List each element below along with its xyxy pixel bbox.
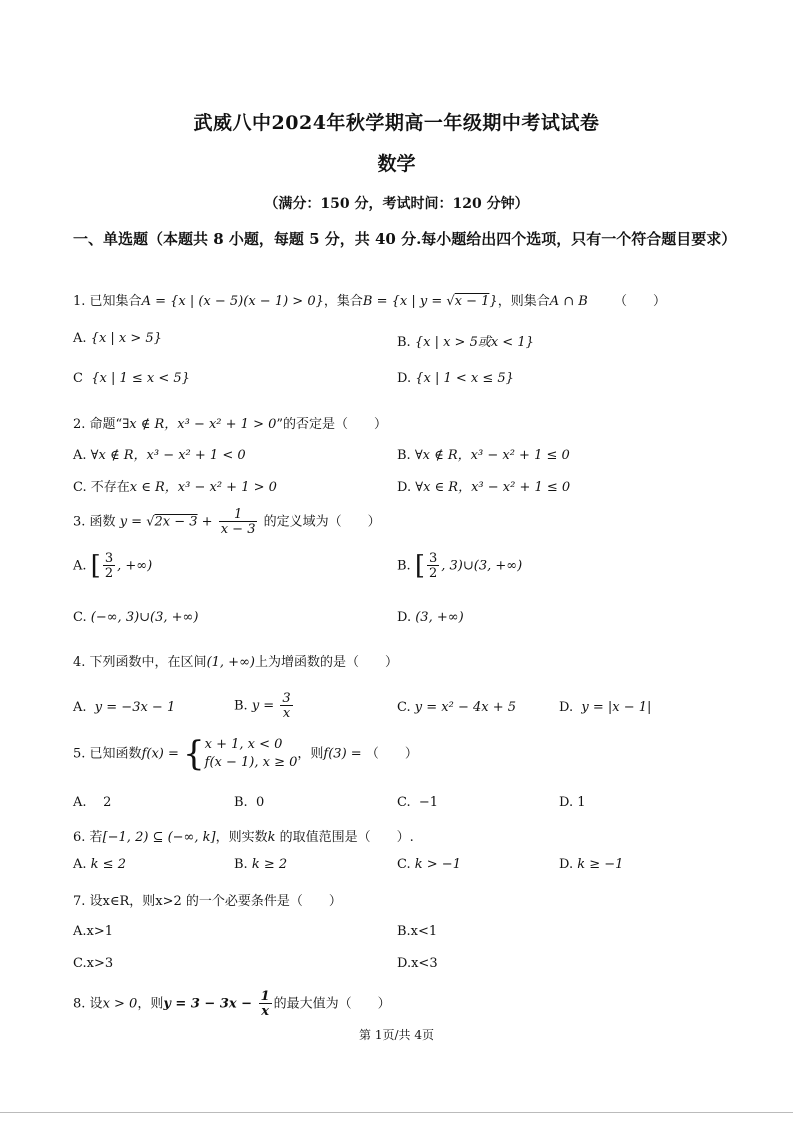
q2-option-a[interactable]: A. ∀x ∉ R，x³ − x² + 1 < 0: [73, 448, 246, 463]
q7-option-c[interactable]: C.x>3: [73, 956, 114, 971]
q6-text-3: 的取值范围是（ ）.: [279, 830, 414, 845]
q2-stem-math: ∃x ∉ R，x³ − x² + 1 > 0: [122, 417, 277, 432]
question-7: [73, 890, 342, 909]
q1-set-a: A = {x | (x − 5)(x − 1) > 0}: [141, 294, 324, 309]
q8-expression: y = 3 − 3x −: [163, 996, 257, 1012]
q8-text-3: 的最大值为（ ）: [273, 996, 391, 1012]
q5-function: f(x) =: [141, 746, 184, 762]
q5-text-1: 已知函数: [89, 746, 142, 762]
q4-text-1: 下列函数中，在区间: [89, 655, 207, 670]
q2-option-c[interactable]: C. 不存在x ∈ R，x³ − x² + 1 > 0: [73, 480, 277, 495]
q5-text-2: ，则: [297, 746, 324, 762]
page-bottom-divider: [0, 1112, 793, 1113]
q6-k: k: [267, 830, 276, 845]
q1-option-a[interactable]: A. {x | x > 5}: [73, 331, 162, 346]
q1-text-1: 已知集合: [89, 294, 142, 309]
q8-text-1: 设: [89, 996, 103, 1012]
q5-option-c[interactable]: C. −1: [397, 795, 439, 810]
question-2: [73, 413, 387, 432]
q3-function: y = √2x − 3 +: [119, 514, 217, 530]
exam-meta: （满分：150 分，考试时间：120 分钟）: [264, 196, 529, 212]
q2-text-pre: 命题“: [89, 417, 123, 432]
q3-text-2: 的定义域为（ ）: [263, 514, 381, 530]
answer-paren: （ ）: [365, 746, 418, 762]
question-4: [73, 651, 398, 670]
q5-option-b[interactable]: B. 0: [234, 795, 265, 810]
question-5: [73, 733, 418, 774]
q3-option-c[interactable]: C. (−∞, 3)∪(3, +∞): [73, 610, 199, 625]
question-number: 6.: [73, 830, 86, 845]
q2-option-d[interactable]: D. ∀x ∈ R，x³ − x² + 1 ≤ 0: [397, 480, 571, 495]
q6-sets: [−1, 2) ⊆ (−∞, k]: [102, 830, 216, 845]
exam-title: 武威八中2024年秋学期高一年级期中考试试卷: [193, 112, 600, 134]
q1-option-c[interactable]: C {x | 1 ≤ x < 5}: [73, 371, 190, 386]
q6-option-b[interactable]: B. k ≥ 2: [234, 857, 288, 872]
question-number: 5.: [73, 746, 86, 762]
question-number: 4.: [73, 655, 86, 670]
q2-text-post: ”的否定是（ ）: [276, 417, 388, 432]
question-6: [73, 826, 414, 845]
question-number: 8.: [73, 996, 86, 1012]
section-heading: 一、单选题（本题共 8 小题，每题 5 分，共 40 分.每小题给出四个选项，只有一个符合题目要求）: [73, 230, 737, 248]
q7-option-d[interactable]: D.x<3: [397, 956, 438, 971]
q7-option-b[interactable]: B.x<1: [397, 924, 438, 939]
q7-stem: 设x∈R，则x>2 的一个必要条件是（ ）: [89, 894, 342, 909]
q3-text-1: 函数: [89, 514, 116, 530]
answer-paren: （ ）: [613, 294, 666, 309]
q5-cases: x + 1, x < 0 f(x − 1), x ≥ 0: [204, 737, 298, 770]
q4-option-b[interactable]: B. y = $\frac{3}{x}$: [234, 691, 291, 721]
question-3: [73, 508, 381, 536]
q4-option-c[interactable]: C. y = x² − 4x + 5: [397, 700, 516, 715]
q5-option-d[interactable]: D. 1: [559, 795, 586, 810]
q1-ask: A ∩ B: [549, 294, 588, 309]
q3-option-a[interactable]: A. [ $\frac{3}{2}$ , +∞): [73, 551, 153, 581]
q4-option-a[interactable]: A. y = −3x − 1: [73, 700, 176, 715]
question-8: [73, 990, 391, 1018]
q3-option-b[interactable]: B. [ $\frac{3}{2}$ , 3)∪(3, +∞): [397, 551, 523, 581]
q5-option-a[interactable]: A. 2: [73, 795, 112, 810]
q1-text-2: ，集合: [323, 294, 363, 309]
q6-text-2: ，则实数: [215, 830, 268, 845]
q2-option-b[interactable]: B. ∀x ∉ R，x³ − x² + 1 ≤ 0: [397, 448, 570, 463]
left-brace-icon: {: [183, 733, 205, 774]
q6-option-c[interactable]: C. k > −1: [397, 857, 461, 872]
question-number: 2.: [73, 417, 86, 432]
q3-fraction: $\frac{1}{x - 3}$: [220, 507, 256, 537]
q5-ask: f(3) =: [323, 746, 366, 762]
q1-option-b[interactable]: B. {x | x > 5或x < 1}: [397, 335, 534, 350]
q1-option-d[interactable]: D. {x | 1 < x ≤ 5}: [397, 371, 514, 386]
q1-text-3: ，则集合: [497, 294, 550, 309]
q8-text-2: ，则: [137, 996, 164, 1012]
question-1: [73, 290, 666, 309]
question-number: 3.: [73, 514, 86, 530]
subject-title: 数学: [377, 153, 416, 175]
q6-option-a[interactable]: A. k ≤ 2: [73, 857, 126, 872]
page-footer: 第 1页/共 4页: [359, 1028, 434, 1042]
q8-fraction: $\frac{1}{x}$: [260, 989, 270, 1019]
q4-option-d[interactable]: D. y = |x − 1|: [559, 700, 652, 715]
q4-interval: (1, +∞): [206, 655, 255, 670]
q6-text-1: 若: [89, 830, 103, 845]
q7-option-a[interactable]: A.x>1: [73, 924, 114, 939]
q1-set-b: B = {x | y = √x − 1}: [362, 294, 498, 309]
q4-text-2: 上为增函数的是（ ）: [254, 655, 398, 670]
q3-option-d[interactable]: D. (3, +∞): [397, 610, 464, 625]
q6-option-d[interactable]: D. k ≥ −1: [559, 857, 624, 872]
question-number: 1.: [73, 294, 86, 309]
q8-condition: x > 0: [102, 996, 138, 1012]
question-number: 7.: [73, 894, 86, 909]
